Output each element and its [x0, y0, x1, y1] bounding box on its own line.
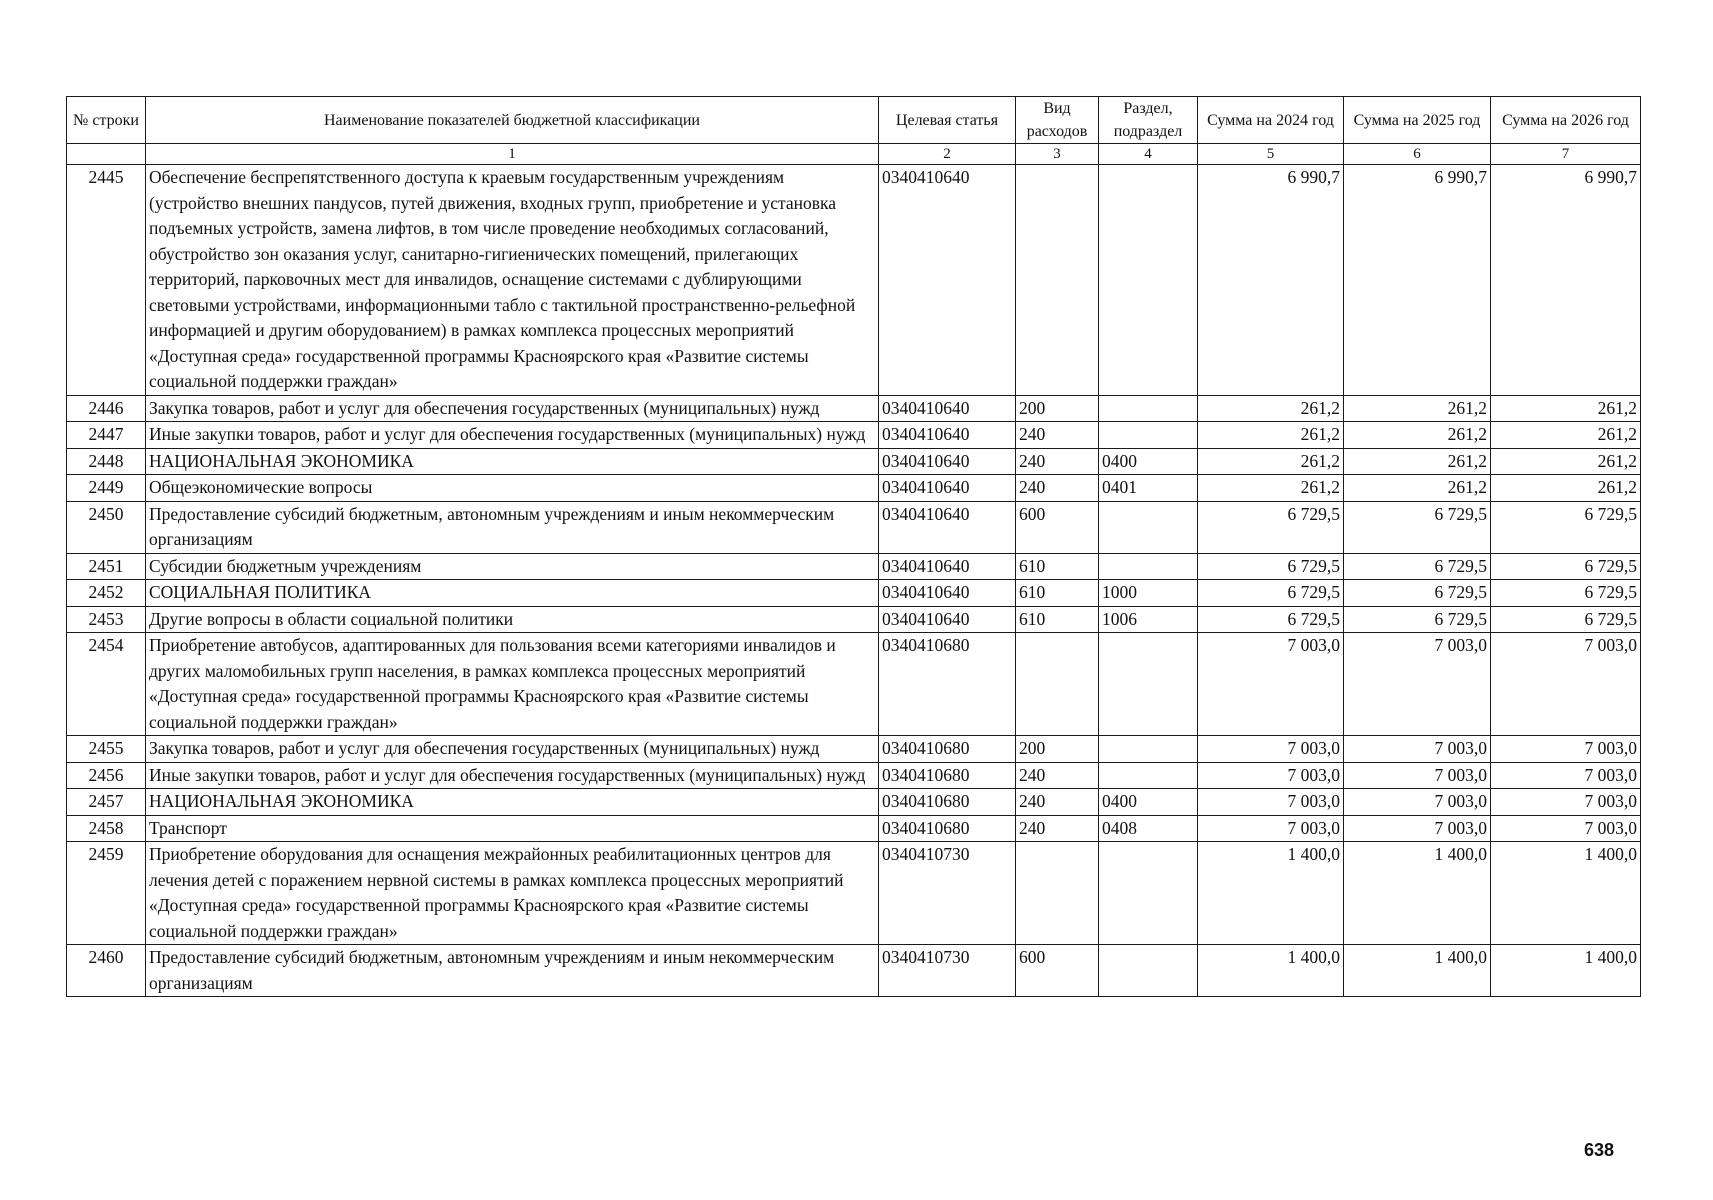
- column-number: 3: [1016, 144, 1099, 165]
- row-target-article: 0340410640: [879, 165, 1016, 396]
- row-target-article: 0340410640: [879, 395, 1016, 422]
- row-sum-2026: 7 003,0: [1491, 789, 1641, 816]
- row-name: Предоставление субсидий бюджетным, автономным учреждениям и иным некоммерческим организациям: [146, 945, 879, 997]
- row-sum-2024: 7 003,0: [1198, 736, 1344, 763]
- row-section: [1099, 945, 1198, 997]
- row-number: 2449: [67, 475, 146, 502]
- row-expense-type: 610: [1016, 553, 1099, 580]
- row-sum-2026: 6 990,7: [1491, 165, 1641, 396]
- row-expense-type: [1016, 633, 1099, 736]
- header-name: Наименование показателей бюджетной классификации: [146, 97, 879, 144]
- row-section: [1099, 736, 1198, 763]
- row-sum-2024: 6 990,7: [1198, 165, 1344, 396]
- row-target-article: 0340410640: [879, 580, 1016, 607]
- row-sum-2024: 7 003,0: [1198, 789, 1344, 816]
- row-expense-type: 610: [1016, 580, 1099, 607]
- row-name: Общеэкономические вопросы: [146, 475, 879, 502]
- row-number: 2448: [67, 448, 146, 475]
- row-sum-2024: 1 400,0: [1198, 842, 1344, 945]
- row-sum-2025: 6 729,5: [1344, 501, 1491, 553]
- budget-sheet: [66, 96, 1640, 997]
- column-number: 6: [1344, 144, 1491, 165]
- row-section: [1099, 762, 1198, 789]
- row-sum-2026: 7 003,0: [1491, 815, 1641, 842]
- row-section: 0400: [1099, 448, 1198, 475]
- row-sum-2024: 6 729,5: [1198, 580, 1344, 607]
- table-row: [67, 762, 1641, 789]
- table-row: [67, 422, 1641, 449]
- row-section: [1099, 633, 1198, 736]
- row-name: Закупка товаров, работ и услуг для обеспечения государственных (муниципальных) нужд: [146, 736, 879, 763]
- row-sum-2025: 1 400,0: [1344, 945, 1491, 997]
- row-sum-2024: 261,2: [1198, 448, 1344, 475]
- row-sum-2024: 6 729,5: [1198, 501, 1344, 553]
- row-target-article: 0340410730: [879, 842, 1016, 945]
- row-sum-2024: 1 400,0: [1198, 945, 1344, 997]
- row-name: Приобретение оборудования для оснащения межрайонных реабилитационных центров для лечения детей с поражением нервной системы в рамках комплекса процессных мероприятий «Доступная среда» государственной программы Красноярского края «Развитие системы социальной поддержки граждан»: [146, 842, 879, 945]
- header-section: Раздел, подраздел: [1099, 97, 1198, 144]
- row-expense-type: 200: [1016, 395, 1099, 422]
- row-sum-2025: 261,2: [1344, 422, 1491, 449]
- row-number: 2455: [67, 736, 146, 763]
- row-target-article: 0340410680: [879, 736, 1016, 763]
- column-number: 1: [146, 144, 879, 165]
- row-name: Обеспечение беспрепятственного доступа к краевым государственным учреждениям (устройство внешних пандусов, путей движения, входных групп, приобретение и установка подъемных устройств, замена лифтов, в том числе проведение необходимых согласований, обустройство зон оказания услуг, санитарно-гигиенических помещений, прилегающих территорий, парковочных мест для инвалидов, оснащение системами с дублирующими световыми устройствами, информационными табло с тактильной пространственно-рельефной информацией и другим оборудованием) в рамках комплекса процессных мероприятий «Доступная среда» государственной программы Красноярского края «Развитие системы социальной поддержки граждан»: [146, 165, 879, 396]
- row-sum-2025: 7 003,0: [1344, 633, 1491, 736]
- row-sum-2025: 1 400,0: [1344, 842, 1491, 945]
- row-target-article: 0340410680: [879, 815, 1016, 842]
- row-section: 1006: [1099, 606, 1198, 633]
- row-target-article: 0340410640: [879, 475, 1016, 502]
- row-sum-2026: 261,2: [1491, 422, 1641, 449]
- row-number: 2446: [67, 395, 146, 422]
- header-sum-2025: Сумма на 2025 год: [1344, 97, 1491, 144]
- row-expense-type: 610: [1016, 606, 1099, 633]
- row-expense-type: 240: [1016, 789, 1099, 816]
- table-row: [67, 448, 1641, 475]
- row-target-article: 0340410680: [879, 762, 1016, 789]
- row-name: Транспорт: [146, 815, 879, 842]
- row-number: 2450: [67, 501, 146, 553]
- row-target-article: 0340410680: [879, 633, 1016, 736]
- page-number: 638: [1584, 1140, 1615, 1160]
- row-sum-2026: 261,2: [1491, 395, 1641, 422]
- row-number: 2451: [67, 553, 146, 580]
- table-row: [67, 165, 1641, 396]
- row-target-article: 0340410640: [879, 606, 1016, 633]
- row-sum-2025: 6 729,5: [1344, 553, 1491, 580]
- table-row: [67, 606, 1641, 633]
- row-section: 1000: [1099, 580, 1198, 607]
- row-sum-2024: 6 729,5: [1198, 553, 1344, 580]
- table-row: [67, 736, 1641, 763]
- row-sum-2025: 6 729,5: [1344, 606, 1491, 633]
- row-sum-2025: 7 003,0: [1344, 762, 1491, 789]
- row-expense-type: 600: [1016, 945, 1099, 997]
- column-number: 5: [1198, 144, 1344, 165]
- row-section: [1099, 842, 1198, 945]
- row-sum-2024: 7 003,0: [1198, 815, 1344, 842]
- row-sum-2026: 6 729,5: [1491, 606, 1641, 633]
- row-sum-2025: 7 003,0: [1344, 789, 1491, 816]
- row-section: 0408: [1099, 815, 1198, 842]
- row-target-article: 0340410640: [879, 501, 1016, 553]
- row-section: [1099, 165, 1198, 396]
- row-expense-type: [1016, 165, 1099, 396]
- row-number: 2460: [67, 945, 146, 997]
- row-sum-2024: 261,2: [1198, 395, 1344, 422]
- row-expense-type: 240: [1016, 475, 1099, 502]
- row-sum-2026: 6 729,5: [1491, 580, 1641, 607]
- row-expense-type: 600: [1016, 501, 1099, 553]
- row-sum-2026: 261,2: [1491, 475, 1641, 502]
- row-name: Приобретение автобусов, адаптированных для пользования всеми категориями инвалидов и других маломобильных групп населения, в рамках комплекса процессных мероприятий «Доступная среда» государственной программы Красноярского края «Развитие системы социальной поддержки граждан»: [146, 633, 879, 736]
- row-sum-2026: 261,2: [1491, 448, 1641, 475]
- budget-table: [66, 96, 1641, 997]
- row-section: 0401: [1099, 475, 1198, 502]
- table-row: [67, 553, 1641, 580]
- header-sum-2024: Сумма на 2024 год: [1198, 97, 1344, 144]
- row-target-article: 0340410640: [879, 422, 1016, 449]
- column-number: [67, 144, 146, 165]
- row-sum-2024: 7 003,0: [1198, 762, 1344, 789]
- row-expense-type: 240: [1016, 762, 1099, 789]
- column-number: 2: [879, 144, 1016, 165]
- row-sum-2025: 261,2: [1344, 475, 1491, 502]
- row-number: 2452: [67, 580, 146, 607]
- column-number: 7: [1491, 144, 1641, 165]
- row-section: [1099, 422, 1198, 449]
- row-name: Другие вопросы в области социальной политики: [146, 606, 879, 633]
- row-name: Субсидии бюджетным учреждениям: [146, 553, 879, 580]
- row-target-article: 0340410640: [879, 553, 1016, 580]
- header-row-number: № строки: [67, 97, 146, 144]
- row-sum-2025: 7 003,0: [1344, 736, 1491, 763]
- table-row: [67, 789, 1641, 816]
- row-number: 2458: [67, 815, 146, 842]
- row-expense-type: 240: [1016, 448, 1099, 475]
- row-target-article: 0340410640: [879, 448, 1016, 475]
- row-number: 2453: [67, 606, 146, 633]
- row-section: [1099, 501, 1198, 553]
- row-sum-2026: 7 003,0: [1491, 736, 1641, 763]
- row-name: Иные закупки товаров, работ и услуг для обеспечения государственных (муниципальных) нужд: [146, 422, 879, 449]
- row-sum-2024: 261,2: [1198, 422, 1344, 449]
- table-row: [67, 580, 1641, 607]
- table-row: [67, 395, 1641, 422]
- row-name: СОЦИАЛЬНАЯ ПОЛИТИКА: [146, 580, 879, 607]
- row-target-article: 0340410730: [879, 945, 1016, 997]
- row-number: 2445: [67, 165, 146, 396]
- row-sum-2025: 261,2: [1344, 395, 1491, 422]
- row-sum-2026: 1 400,0: [1491, 945, 1641, 997]
- row-number: 2447: [67, 422, 146, 449]
- row-sum-2026: 1 400,0: [1491, 842, 1641, 945]
- header-target-article: Целевая статья: [879, 97, 1016, 144]
- row-expense-type: 200: [1016, 736, 1099, 763]
- row-name: Закупка товаров, работ и услуг для обеспечения государственных (муниципальных) нужд: [146, 395, 879, 422]
- row-expense-type: 240: [1016, 422, 1099, 449]
- table-row: [67, 945, 1641, 997]
- row-number: 2457: [67, 789, 146, 816]
- row-section: [1099, 395, 1198, 422]
- row-name: НАЦИОНАЛЬНАЯ ЭКОНОМИКА: [146, 789, 879, 816]
- header-expense-type: Вид расходов: [1016, 97, 1099, 144]
- row-sum-2025: 261,2: [1344, 448, 1491, 475]
- row-sum-2026: 6 729,5: [1491, 553, 1641, 580]
- column-number-row: [67, 144, 1641, 165]
- row-sum-2025: 7 003,0: [1344, 815, 1491, 842]
- table-row: [67, 815, 1641, 842]
- row-section: [1099, 553, 1198, 580]
- row-sum-2025: 6 990,7: [1344, 165, 1491, 396]
- row-target-article: 0340410680: [879, 789, 1016, 816]
- row-expense-type: 240: [1016, 815, 1099, 842]
- table-row: [67, 633, 1641, 736]
- row-sum-2024: 261,2: [1198, 475, 1344, 502]
- row-number: 2456: [67, 762, 146, 789]
- column-number: 4: [1099, 144, 1198, 165]
- header-sum-2026: Сумма на 2026 год: [1491, 97, 1641, 144]
- row-section: 0400: [1099, 789, 1198, 816]
- row-name: Предоставление субсидий бюджетным, автономным учреждениям и иным некоммерческим организациям: [146, 501, 879, 553]
- row-sum-2025: 6 729,5: [1344, 580, 1491, 607]
- table-row: [67, 842, 1641, 945]
- table-row: [67, 501, 1641, 553]
- row-name: НАЦИОНАЛЬНАЯ ЭКОНОМИКА: [146, 448, 879, 475]
- row-sum-2024: 6 729,5: [1198, 606, 1344, 633]
- row-sum-2026: 7 003,0: [1491, 762, 1641, 789]
- row-number: 2454: [67, 633, 146, 736]
- row-name: Иные закупки товаров, работ и услуг для обеспечения государственных (муниципальных) нужд: [146, 762, 879, 789]
- row-sum-2024: 7 003,0: [1198, 633, 1344, 736]
- row-sum-2026: 7 003,0: [1491, 633, 1641, 736]
- table-row: [67, 475, 1641, 502]
- row-sum-2026: 6 729,5: [1491, 501, 1641, 553]
- row-expense-type: [1016, 842, 1099, 945]
- row-number: 2459: [67, 842, 146, 945]
- table-header-row: [67, 97, 1641, 144]
